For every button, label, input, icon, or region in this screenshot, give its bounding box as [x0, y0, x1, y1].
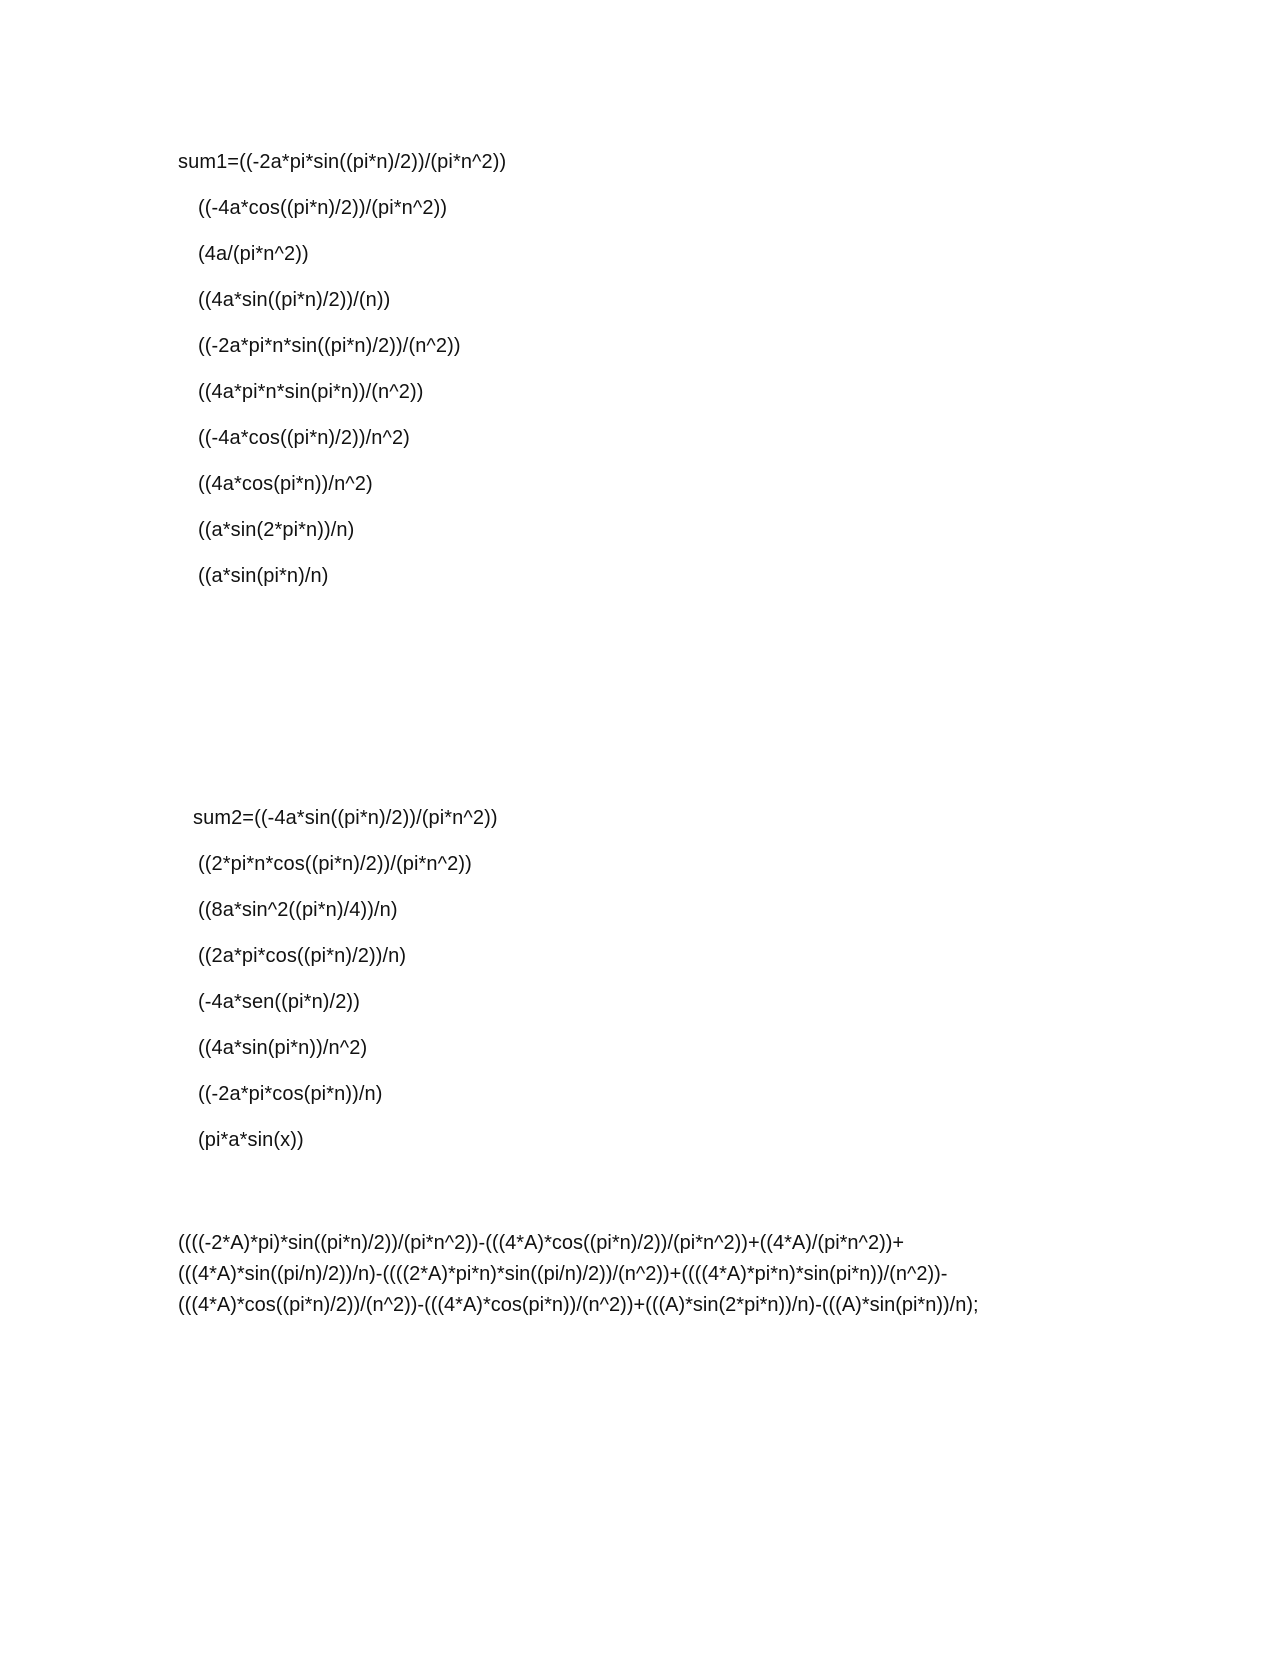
- sum2-term: ((8a*sin^2((pi*n)/4))/n): [198, 899, 398, 921]
- final-expression: [178, 1228, 1078, 1321]
- sum1-term: ((4a*pi*n*sin(pi*n))/(n^2)): [198, 381, 424, 403]
- sum1-term: ((-4a*cos((pi*n)/2))/n^2): [198, 427, 410, 449]
- sum2-term: (pi*a*sin(x)): [198, 1129, 304, 1151]
- sum1-term: ((-4a*cos((pi*n)/2))/(pi*n^2)): [198, 197, 448, 219]
- final-expression-line: (((4*A)*cos((pi*n)/2))/(n^2))-(((4*A)*cos(pi*n))/(n^2))+(((A)*sin(2*pi*n))/n)-(((A)*sin(pi*n))/n);: [178, 1294, 979, 1316]
- sum1-term: (4a/(pi*n^2)): [198, 243, 309, 265]
- sum2-header: sum2=((-4a*sin((pi*n)/2))/(pi*n^2)): [193, 807, 498, 829]
- sum1-header: sum1=((-2a*pi*sin((pi*n)/2))/(pi*n^2)): [178, 151, 507, 173]
- sum2-term: ((-2a*pi*cos(pi*n))/n): [198, 1083, 383, 1105]
- sum2-term: (-4a*sen((pi*n)/2)): [198, 991, 360, 1013]
- sum2-term: ((2a*pi*cos((pi*n)/2))/n): [198, 945, 407, 967]
- sum1-term: ((4a*sin((pi*n)/2))/(n)): [198, 289, 391, 311]
- sum2-term: ((4a*sin(pi*n))/n^2): [198, 1037, 368, 1059]
- sum2-term: ((2*pi*n*cos((pi*n)/2))/(pi*n^2)): [198, 853, 472, 875]
- sum1-term: ((a*sin(pi*n)/n): [198, 565, 329, 587]
- sum1-term: ((a*sin(2*pi*n))/n): [198, 519, 355, 541]
- sum1-term: ((4a*cos(pi*n))/n^2): [198, 473, 373, 495]
- sum1-term: ((-2a*pi*n*sin((pi*n)/2))/(n^2)): [198, 335, 461, 357]
- final-expression-line: (((4*A)*sin((pi/n)/2))/n)-((((2*A)*pi*n)*sin((pi/n)/2))/(n^2))+((((4*A)*pi*n)*sin(pi*n))/(n^2))-: [178, 1263, 948, 1285]
- final-expression-line: ((((-2*A)*pi)*sin((pi*n)/2))/(pi*n^2))-(((4*A)*cos((pi*n)/2))/(pi*n^2))+((4*A)/(pi*n^2))+: [178, 1232, 905, 1254]
